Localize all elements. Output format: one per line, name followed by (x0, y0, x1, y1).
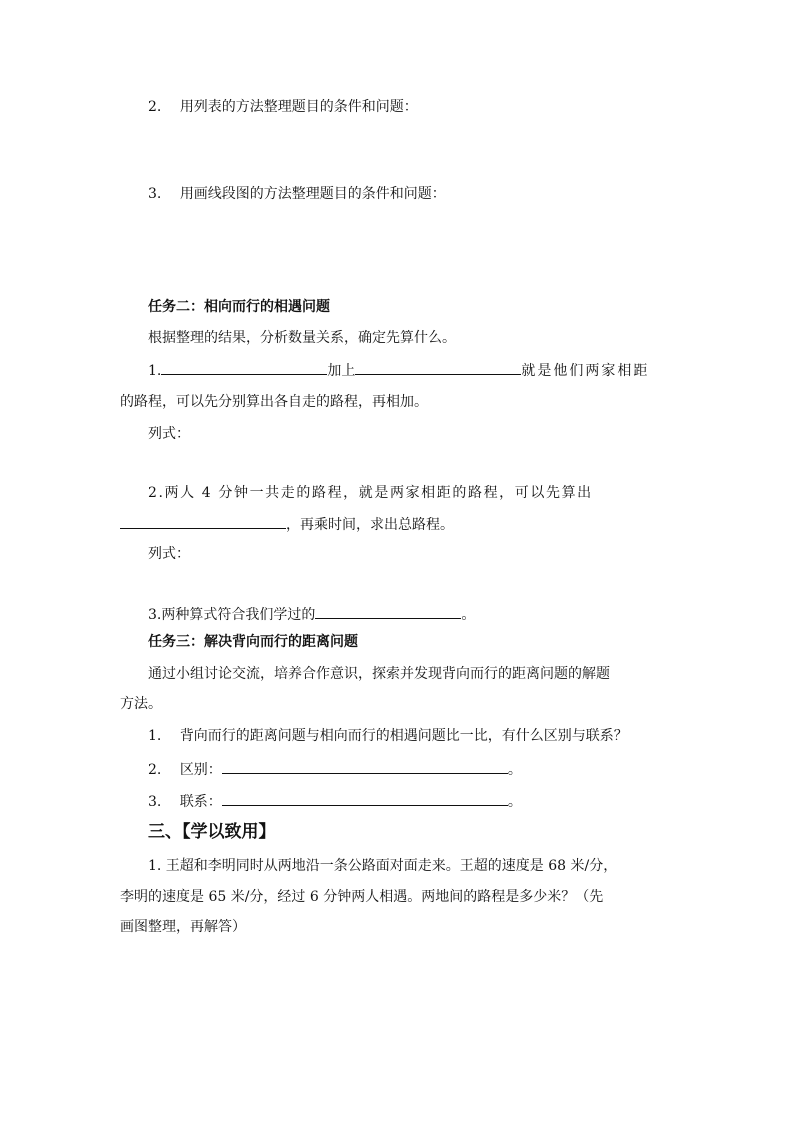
task2-intro: 根据整理的结果，分析数量关系，确定先算什么。 (148, 330, 456, 346)
task2-p1-cont: 的路程，可以先分别算出各自走的路程，再相加。 (120, 394, 428, 410)
q2-end: 。 (507, 762, 522, 778)
problem-line-2: 李明的速度是 65 米/分，经过 6 分钟两人相遇。两地间的路程是多少米？（先 (120, 889, 604, 905)
task2-p2-cont (120, 514, 454, 535)
p3-end: 。 (461, 607, 476, 623)
task2-p3 (148, 604, 475, 625)
task2-p2: 2.两人 4 分钟一共走的路程，就是两家相距的路程，可以先算出 (148, 485, 593, 501)
task3-q1 (148, 726, 628, 746)
problem-line-3: 画图整理，再解答） (120, 919, 246, 935)
formula-label-2: 列式： (148, 546, 190, 562)
q1-number: 1. (148, 728, 162, 744)
p1-number: 1. (148, 363, 162, 379)
task3-heading: 任务三：解决背向而行的距离问题 (148, 634, 358, 650)
section-heading: 三、【学以致用】 (148, 822, 276, 842)
blank-connection[interactable] (222, 791, 508, 806)
p3-start: 3.两种算式符合我们学过的 (148, 607, 316, 623)
blank-3[interactable] (315, 604, 461, 619)
p1-end: 就是他们两家相距 (521, 363, 650, 379)
list-item-3 (148, 184, 446, 204)
task2-p1 (148, 360, 649, 381)
formula-label-1: 列式： (148, 426, 190, 442)
q3-end: 。 (507, 794, 522, 810)
item-number: 2. (148, 99, 162, 115)
blank-1a[interactable] (161, 360, 327, 375)
task2-heading: 任务二：相向而行的相遇问题 (148, 299, 330, 315)
blank-difference[interactable] (222, 759, 508, 774)
item-text: 用画线段图的方法整理题目的条件和问题： (179, 186, 446, 202)
q3-label: 联系： (179, 794, 222, 810)
item-number: 3. (148, 186, 162, 202)
p2-cont-text: ，再乘时间，求出总路程。 (286, 517, 454, 533)
item-text: 用列表的方法整理题目的条件和问题： (179, 99, 418, 115)
task3-intro-line1: 通过小组讨论交流，培养合作意识，探索并发现背向而行的距离问题的解题 (148, 666, 610, 682)
list-item-2 (148, 97, 418, 117)
q2-number: 2. (148, 762, 162, 778)
q2-label: 区别： (179, 762, 222, 778)
blank-1b[interactable] (355, 360, 521, 375)
task3-intro-line2: 方法。 (120, 696, 162, 712)
problem-line-1: 1. 王超和李明同时从两地沿一条公路面对面走来。王超的速度是 68 米/分， (148, 858, 618, 874)
task3-q3 (148, 791, 522, 812)
p1-mid: 加上 (327, 363, 356, 379)
task3-q2 (148, 759, 522, 780)
blank-2[interactable] (120, 514, 286, 529)
q3-number: 3. (148, 794, 162, 810)
q1-text: 背向而行的距离问题与相向而行的相遇问题比一比，有什么区别与联系？ (179, 728, 628, 744)
